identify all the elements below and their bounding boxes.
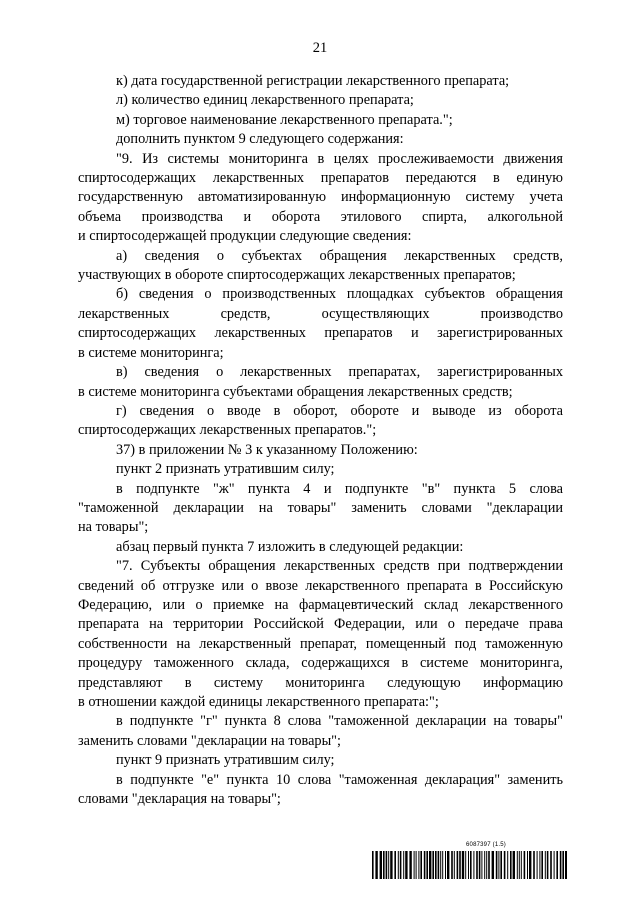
text-line: в системе мониторинга;: [78, 344, 224, 361]
text-line: сведений об отгрузке или о ввозе лекарственного препарата в Российскую: [78, 577, 563, 594]
text-line: пункт 2 признать утратившим силу;: [116, 461, 335, 478]
text-line: спиртосодержащих лекарственных препаратов передаются в единую: [78, 170, 563, 187]
document-body: [78, 72, 563, 809]
text-line: пункт 9 признать утратившим силу;: [116, 752, 335, 769]
text-line: дополнить пунктом 9 следующего содержания:: [116, 131, 404, 148]
text-line: "9. Из системы мониторинга в целях прослеживаемости движения: [116, 150, 563, 167]
text-line: "таможенной декларации на товары" заменить словами "декларации: [78, 499, 563, 516]
text-line: представляют в систему мониторинга следующую информацию: [78, 674, 563, 691]
text-line: а) сведения о субъектах обращения лекарственных средств,: [116, 247, 563, 264]
text-line: к) дата государственной регистрации лекарственного препарата;: [116, 73, 510, 89]
document-code: 6087397 (1.5): [466, 842, 506, 848]
text-line: "7. Субъекты обращения лекарственных средств при подтверждении: [116, 558, 563, 575]
text-line: препарата на территории Российской Федерации, или о передаче права: [78, 616, 563, 633]
text-line: л) количество единиц лекарственного препарата;: [116, 92, 414, 109]
text-line: словами "декларация на товары";: [78, 791, 281, 808]
text-line: 37) в приложении № 3 к указанному Положению:: [116, 441, 418, 458]
text-line: лекарственных средств, осуществляющих производство: [78, 305, 563, 322]
page-number: 21: [312, 40, 328, 56]
text-line: собственности на лекарственный препарат, помещенный под таможенную: [78, 635, 563, 652]
barcode-icon: [372, 851, 567, 879]
text-line: в подпункте "е" пункта 10 слова "таможенная декларация" заменить: [116, 771, 563, 788]
text-line: на товары";: [78, 519, 149, 536]
text-line: спиртосодержащих лекарственных препаратов и зарегистрированных: [78, 325, 563, 342]
text-line: объема производства и оборота этилового спирта, алкогольной: [78, 208, 563, 225]
text-line: в системе мониторинга субъектами обращения лекарственных средств;: [78, 383, 513, 400]
text-line: государственную автоматизированную информационную систему учета: [78, 189, 563, 206]
text-line: в) сведения о лекарственных препаратах, зарегистрированных: [116, 364, 563, 381]
text-line: процедуру таможенного склада, содержащихся в системе мониторинга,: [78, 655, 563, 672]
text-line: б) сведения о производственных площадках субъектов обращения: [116, 286, 563, 303]
text-line: участвующих в обороте спиртосодержащих лекарственных препаратов;: [78, 267, 516, 284]
text-line: и спиртосодержащей продукции следующие сведения:: [78, 228, 412, 245]
text-line: Федерацию, или о приемке на фармацевтический склад лекарственного: [78, 596, 563, 613]
text-line: в отношении каждой единицы лекарственного препарата:";: [78, 694, 439, 710]
text-line: в подпункте "г" пункта 8 слова "таможенной декларации на товары": [116, 713, 563, 730]
text-line: спиртосодержащих лекарственных препаратов.";: [78, 422, 377, 439]
text-line: г) сведения о вводе в оборот, обороте и выводе из оборота: [116, 402, 563, 419]
text-line: в подпункте "ж" пункта 4 и подпункте "в" пункта 5 слова: [116, 480, 563, 497]
text-line: абзац первый пункта 7 изложить в следующей редакции:: [116, 538, 464, 555]
text-line: заменить словами "декларации на товары";: [78, 732, 341, 749]
text-line: м) торговое наименование лекарственного препарата.";: [116, 111, 453, 128]
